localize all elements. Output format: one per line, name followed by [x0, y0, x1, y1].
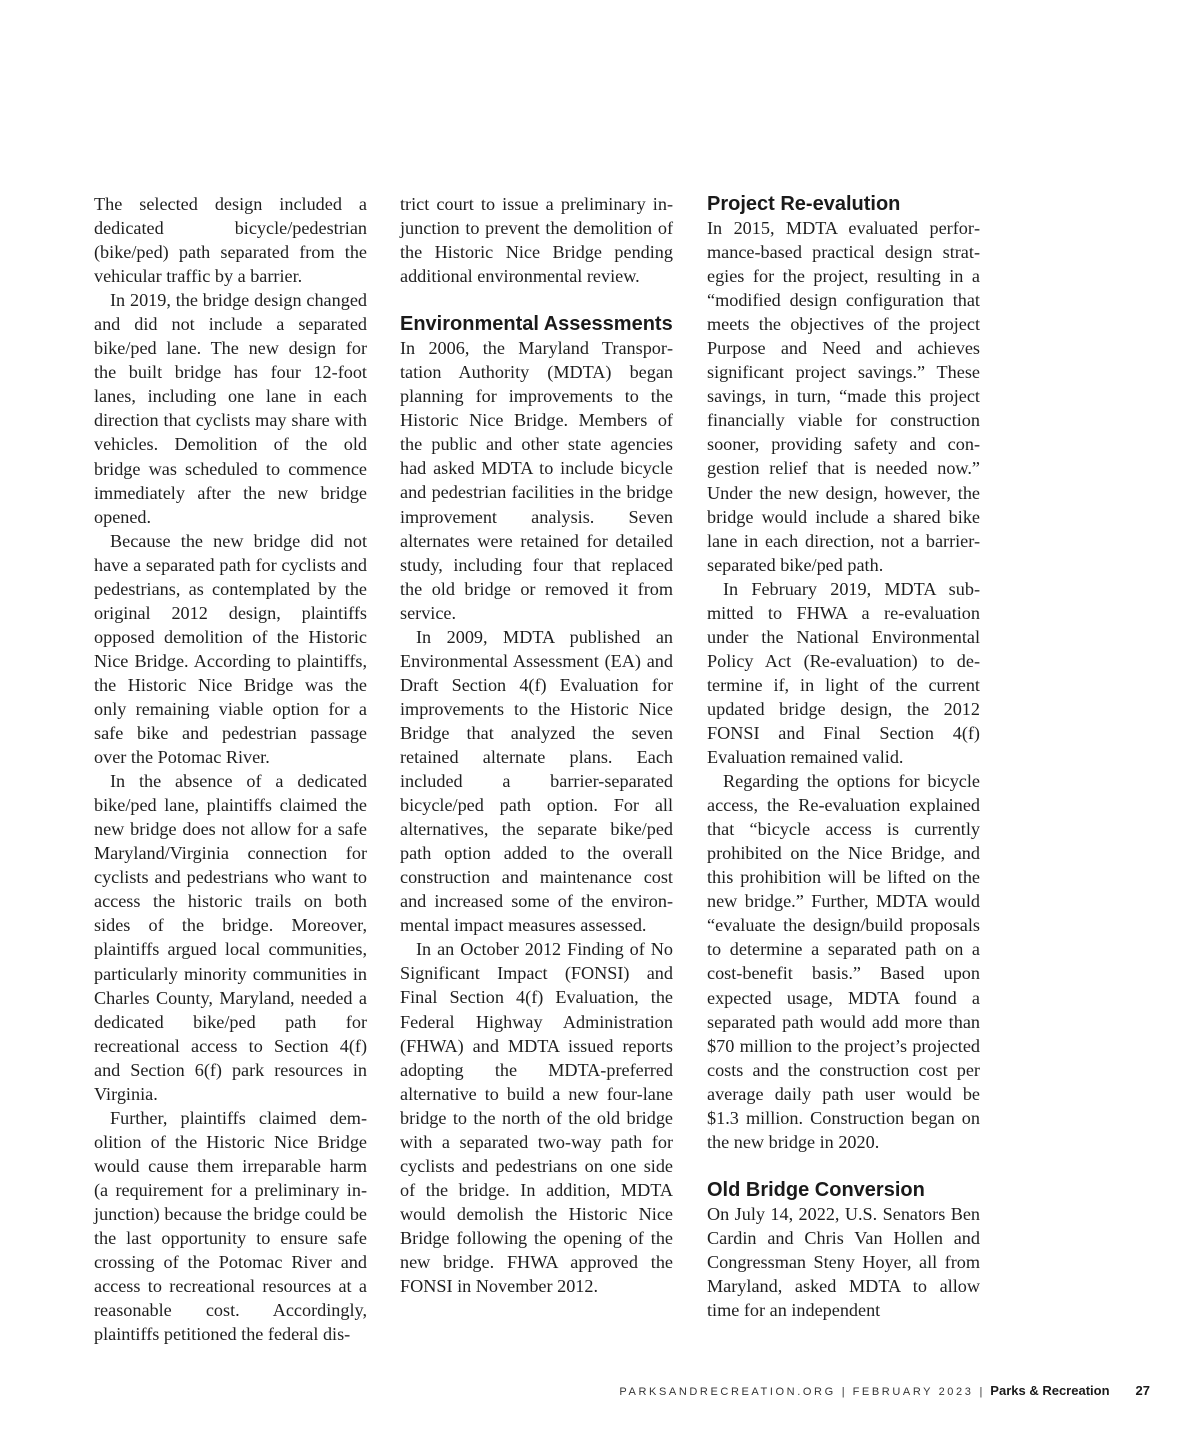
- section-heading-project-re-evaluation: Project Re-evalution: [707, 193, 901, 215]
- page-number: 27: [1135, 1383, 1150, 1398]
- article-column-3: [707, 192, 980, 1322]
- footer-separator: |: [979, 1386, 985, 1398]
- paragraph: On July 14, 2022, U.S. Senators Ben Cardin and Chris Van Hollen and Congressman Steny Hoyer, all from Maryland, asked MDTA to allow time for an independent: [707, 1203, 980, 1321]
- section-heading-old-bridge-conversion: Old Bridge Conversion: [707, 1178, 925, 1201]
- paragraph: In the absence of a dedicated bike/ped lane, plaintiffs claimed the new bridge does not allow for a safe Maryland/Virginia connection for cyclists and pedestrians who want to access the historic trails on both sides of the bridge. Moreover, plaintiffs argued local communities, particularly minority communities in Charles County, Maryland, needed a dedicated bike/ped path for recreational access to Section 4(f) and Section 6(f) park resources in Virginia.: [94, 771, 367, 1104]
- footer-issue-date: FEBRUARY 2023: [852, 1386, 974, 1398]
- paragraph: trict court to issue a preliminary injunction to prevent the demolition of the Historic Nice Bridge pending additional environmental review.: [400, 194, 673, 287]
- paragraph: In 2019, the bridge design changed and did not include a separated bike/ped lane. The new design for the built bridge has four 12-foot lanes, including one lane in each direction that cyclists may share with vehicles. Demolition of the old bridge was scheduled to commence immediately after the new bridge opened.: [94, 290, 367, 527]
- article-column-1: [94, 192, 367, 1346]
- paragraph: Further, plaintiffs claimed demolition of the Historic Nice Bridge would cause them irreparable harm (a requirement for a preliminary injunction) because the bridge could be the last opportunity to ensure safe crossing of the Potomac River and access to recreational resources at a reasonable cost. Accordingly, plaintiffs petitioned the federal dis-: [94, 1107, 367, 1345]
- paragraph: Because the new bridge did not have a separated path for cyclists and pedestrians, as contemplated by the original 2012 design, plaintiffs opposed demolition of the Historic Nice Bridge. According to plaintiffs, the Historic Nice Bridge was the only remaining viable option for a safe bike and pedestrian passage over the Potomac River.: [94, 530, 367, 768]
- paragraph: In 2006, the Maryland Transportation Authority (MDTA) began planning for improvements to the Historic Nice Bridge. Members of the public and other state agencies had asked MDTA to include bicycle and pedestrian facilities in the bridge improvement analysis. Seven alternates were retained for detailed study, including four that replaced the old bridge or removed it from service.: [400, 338, 673, 623]
- article-column-2: [400, 192, 673, 1298]
- paragraph: The selected design included a dedicated bicycle/pedestrian (bike/ped) path separated from the vehicular traffic by a barrier.: [94, 194, 367, 287]
- paragraph: In an October 2012 Finding of No Significant Impact (FONSI) and Final Section 4(f) Evaluation, the Federal Highway Administration (FHWA) and MDTA issued reports adopting the MDTA-preferred alternative to build a new four-lane bridge to the north of the old bridge with a separated two-way path for cyclists and pedestrians on one side of the bridge. In addition, MDTA would demolish the Historic Nice Bridge following the opening of the new bridge. FHWA approved the FONSI in November 2012.: [400, 939, 673, 1297]
- footer-site-url: PARKSANDRECREATION.ORG: [619, 1386, 836, 1398]
- paragraph: In 2009, MDTA published an Environmental Assessment (EA) and Draft Section 4(f) Evaluation for improvements to the Historic Nice Bridge that analyzed the seven retained alternate plans. Each included a barrier-separated bicycle/ped path option. For all alternatives, the separate bike/ped path option added to the overall construction and maintenance cost and increased some of the environmental impact measures assessed.: [400, 626, 673, 936]
- paragraph: Regarding the options for bicycle access, the Re-evaluation explained that “bicycle access is currently prohibited on the Nice Bridge, and this prohibition will be lifted on the new bridge.” Further, MDTA would “evaluate the design/build proposals to determine a separated path on a cost-benefit basis.” Based upon expected usage, MDTA found a separated path would add more than $70 million to the project’s projected costs and the construction cost per average daily path user would be $1.3 million. Construction began on the new bridge in 2020.: [707, 771, 980, 1152]
- paragraph: In February 2019, MDTA submitted to FHWA a re-evaluation under the National Environmental Policy Act (Re-evaluation) to determine if, in light of the current updated bridge design, the 2012 FONSI and Final Section 4(f) Evaluation remained valid.: [707, 578, 980, 768]
- footer-magazine-name: Parks & Recreation: [990, 1383, 1110, 1398]
- footer-separator: |: [841, 1386, 847, 1398]
- paragraph: In 2015, MDTA evaluated performance-based practical design strategies for the project, resulting in a “modified design configuration that meets the objectives of the project Purpose and Need and achieves significant project savings.” These savings, in turn, “made this project financially viable for construction sooner, providing safety and congestion relief that is needed now.” Under the new design, however, the bridge would include a shared bike lane in each direction, not a barrier-separated bike/ped path.: [707, 218, 980, 575]
- section-heading-environmental-assessments: Environmental Assessments: [400, 313, 673, 336]
- page-footer: [619, 1383, 1150, 1398]
